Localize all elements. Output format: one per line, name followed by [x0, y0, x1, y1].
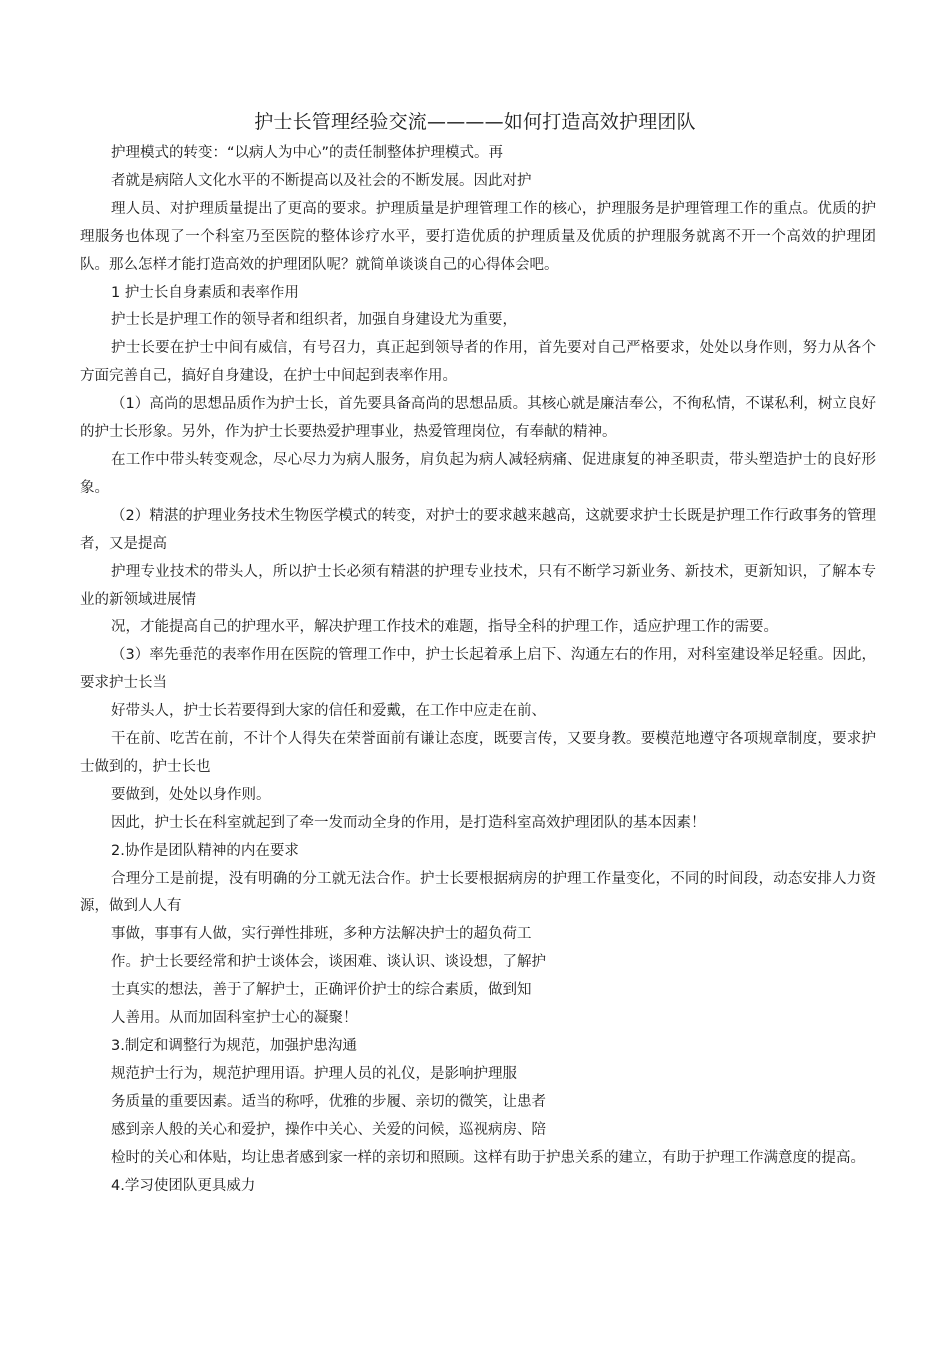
paragraph: 人善用。从而加固科室护士心的凝聚！ — [111, 1010, 358, 1027]
section-heading: 3.制定和调整行为规范，加强护患沟通 — [111, 1038, 357, 1054]
section-heading: 1 护士长自身素质和表率作用 — [111, 284, 299, 301]
paragraph: 者就是病陪人文化水平的不断提高以及社会的不断发展。因此对护 — [111, 172, 532, 189]
paragraph: 干在前、吃苦在前，不计个人得失在荣誉面前有谦让态度，既要言传，又要身教。要模范地遵守各项规章制度，要求护士做到的，护士长也 — [80, 731, 876, 775]
paragraph: 护士长是护理工作的领导者和组织者，加强自身建设尤为重要， — [111, 312, 517, 329]
document-body — [80, 140, 876, 1200]
paragraph: 合理分工是前提，没有明确的分工就无法合作。护士长要根据病房的护理工作量变化，不同的时间段，动态安排人力资源，做到人人有 — [80, 870, 876, 915]
section-heading: 4.学习使团队更具威力 — [111, 1177, 256, 1194]
paragraph: 士真实的想法，善于了解护士，正确评价护士的综合素质，做到知 — [111, 982, 532, 999]
paragraph: 护士长要在护士中间有威信，有号召力，真正起到领导者的作用，首先要对自己严格要求，处处以身作则，努力从各个方面完善自己，搞好自身建设，在护士中间起到表率作用。 — [80, 340, 876, 385]
paragraph: （1）高尚的思想品质作为护士长，首先要具备高尚的思想品质。其核心就是廉洁奉公，不徇私情，不谋私利，树立良好的护士长形象。另外，作为护士长要热爱护理事业，热爱管理岗位，有奉献的精神。 — [80, 396, 876, 441]
paragraph: 好带头人，护士长若要得到大家的信任和爱戴，在工作中应走在前、 — [111, 703, 546, 720]
paragraph: （2）精湛的护理业务技术生物医学模式的转变，对护士的要求越来越高，这就要求护士长既是护理工作行政事务的管理者，又是提高 — [80, 507, 876, 552]
document-title: 护士长管理经验交流————如何打造高效护理团队 — [254, 111, 696, 133]
paragraph: 检时的关心和体贴，均让患者感到家一样的亲切和照顾。这样有助于护患关系的建立，有助于护理工作满意度的提高。 — [111, 1149, 865, 1166]
paragraph: 感到亲人般的关心和爱护，操作中关心、关爱的问候，巡视病房、陪 — [111, 1121, 546, 1138]
paragraph: 况，才能提高自己的护理水平，解决护理工作技术的难题，指导全科的护理工作，适应护理工作的需要。 — [111, 619, 778, 636]
paragraph: 因此，护士长在科室就起到了牵一发而动全身的作用，是打造科室高效护理团队的基本因素！ — [111, 814, 706, 831]
paragraph: 护理模式的转变：“以病人为中心”的责任制整体护理模式。再 — [111, 145, 504, 161]
paragraph: 规范护士行为，规范护理用语。护理人员的礼仪，是影响护理服 — [111, 1065, 517, 1082]
paragraph: 事做，事事有人做，实行弹性排班，多种方法解决护士的超负荷工 — [111, 926, 532, 943]
paragraph: 务质量的重要因素。适当的称呼，优雅的步履、亲切的微笑，让患者 — [111, 1093, 546, 1110]
paragraph: 在工作中带头转变观念，尽心尽力为病人服务，肩负起为病人减轻病痛、促进康复的神圣职责，带头塑造护士的良好形象。 — [80, 451, 876, 496]
paragraph: 要做到，处处以身作则。 — [111, 786, 271, 803]
paragraph: 护理专业技术的带头人，所以护士长必须有精湛的护理专业技术，只有不断学习新业务、新技术，更新知识，了解本专业的新领域进展情 — [80, 563, 876, 608]
paragraph: 作。护士长要经常和护士谈体会，谈困难、谈认识、谈设想，了解护 — [111, 954, 546, 971]
paragraph: 理人员、对护理质量提出了更高的要求。护理质量是护理管理工作的核心，护理服务是护理管理工作的重点。优质的护理服务也体现了一个科室乃至医院的整体诊疗水平，要打造优质的护理质量及优质的护理服务就离不开一个高效的护理团队。那么怎样才能打造高效的护理团队呢？就简单谈谈自己的心得体会吧。 — [80, 200, 876, 273]
section-heading: 2.协作是团队精神的内在要求 — [111, 842, 299, 859]
paragraph: （3）率先垂范的表率作用在医院的管理工作中，护士长起着承上启下、沟通左右的作用，对科室建设举足轻重。因此，要求护士长当 — [80, 647, 876, 692]
